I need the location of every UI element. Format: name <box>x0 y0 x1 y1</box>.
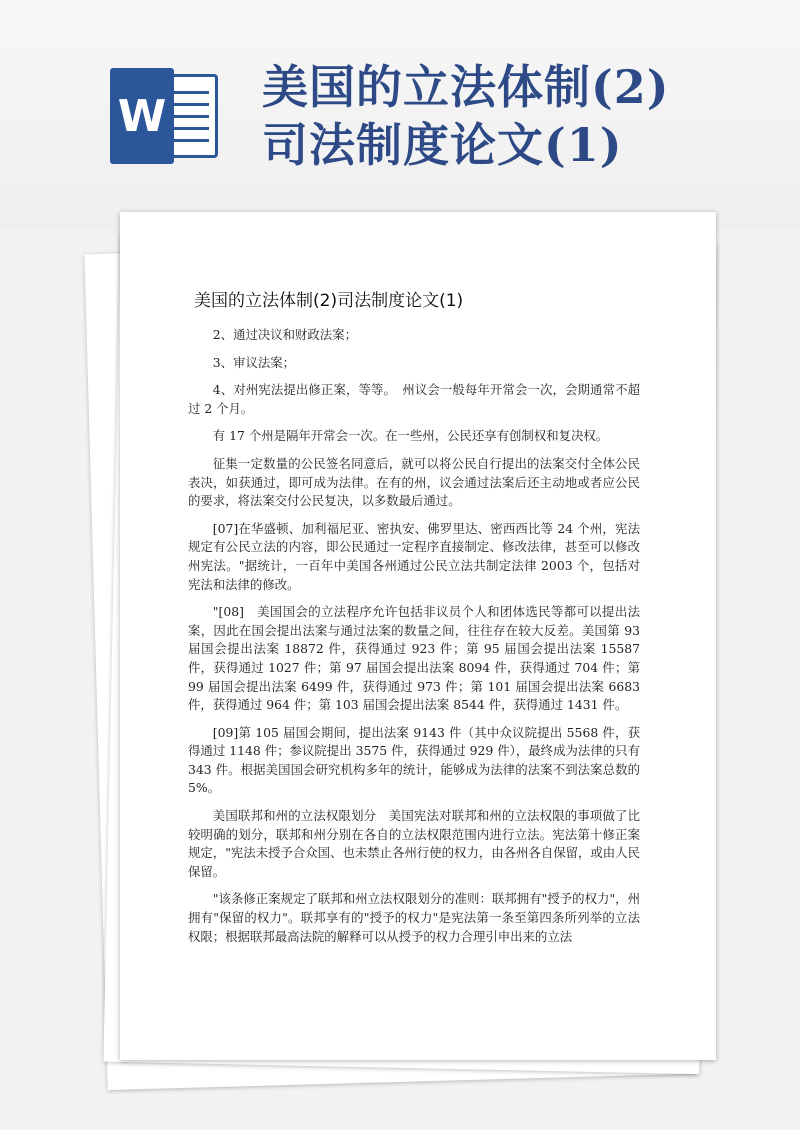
paragraph: 4、对州宪法提出修正案，等等。 州议会一般每年开常会一次，会期通常不超过 2 个月。 <box>188 382 640 416</box>
paragraph: [07]在华盛顿、加利福尼亚、密执安、佛罗里达、密西西比等 24 个州，宪法规定有公民立法的内容，即公民通过一定程序直接制定、修改法律，甚至可以修改州宪法。"据统计，一百年中美国各州通过公民立法共制定法律 2003 个，包括对宪法和法律的修改。 <box>188 520 640 592</box>
word-w-badge: W <box>110 68 174 164</box>
document-page <box>120 212 716 1060</box>
paragraph: 2、通过决议和财政法案； <box>212 327 357 342</box>
document-title: 美国的立法体制(2)司法制度论文(1) <box>194 291 464 311</box>
banner-title-line2: 司法制度论文(1) <box>262 118 623 172</box>
banner-title-line1: 美国的立法体制(2) <box>262 60 670 114</box>
banner-title <box>262 58 782 174</box>
paragraph: 3、审议法案； <box>212 354 296 370</box>
paragraph: 征集一定数量的公民签名同意后，就可以将公民自行提出的法案交付全体公民表决，如获通过，即可成为法律。在有的州，议会通过法案后还主动地或者应公民的要求，将法案交付公民复决，以多数最后通过。 <box>188 455 640 509</box>
word-document-icon <box>110 68 220 164</box>
paragraph: 有 17 个州是隔年开常会一次。在一些州，公民还享有创制权和复决权。 <box>212 428 609 444</box>
paragraph: [09]第 105 届国会期间，提出法案 9143 件（其中众议院提出 5568 件，获得通过 1148 件；参议院提出 3575 件，获得通过 929 件），最终成为法律的只有 343 件。根据美国国会研究机构多年的统计，能够成为法律的法案不到法案总数的 5%。 <box>188 724 640 796</box>
paragraph: "该条修正案规定了联邦和州立法权限划分的准则：联邦拥有"授予的权力"，州拥有"保留的权力"。联邦享有的"授予的权力"是宪法第一条至第四条所列举的立法权限；根据联邦最高法院的解释可以从授予的权力合理引申出来的立法 <box>188 891 640 944</box>
paragraph: "[08] 美国国会的立法程序允许包括非议员个人和团体选民等都可以提出法案，因此在国会提出法案与通过法案的数量之间，往往存在较大反差。美国第 93 届国会提出法案 18872 件，获得通过 923 件；第 95 届国会提出法案 15587 件，获得通过 1027 件；第 97 届国会提出法案 8094 件，获得通过 704 件；第 99 届国会提出法案 6499 件，获得通过 973 件；第 101 届国会提出法案 6683 件，获得通过 964 件；第 103 届国会提出法案 8544 件，获得通过 1431 件。 <box>188 604 640 713</box>
document-body <box>188 326 640 955</box>
paragraph: 美国联邦和州的立法权限划分 美国宪法对联邦和州的立法权限的事项做了比较明确的划分，联邦和州分别在各自的立法权限范围内进行立法。宪法第十修正案规定，"宪法未授予合众国、也未禁止各州行使的权力，由各州各自保留，或由人民保留。 <box>188 808 640 879</box>
